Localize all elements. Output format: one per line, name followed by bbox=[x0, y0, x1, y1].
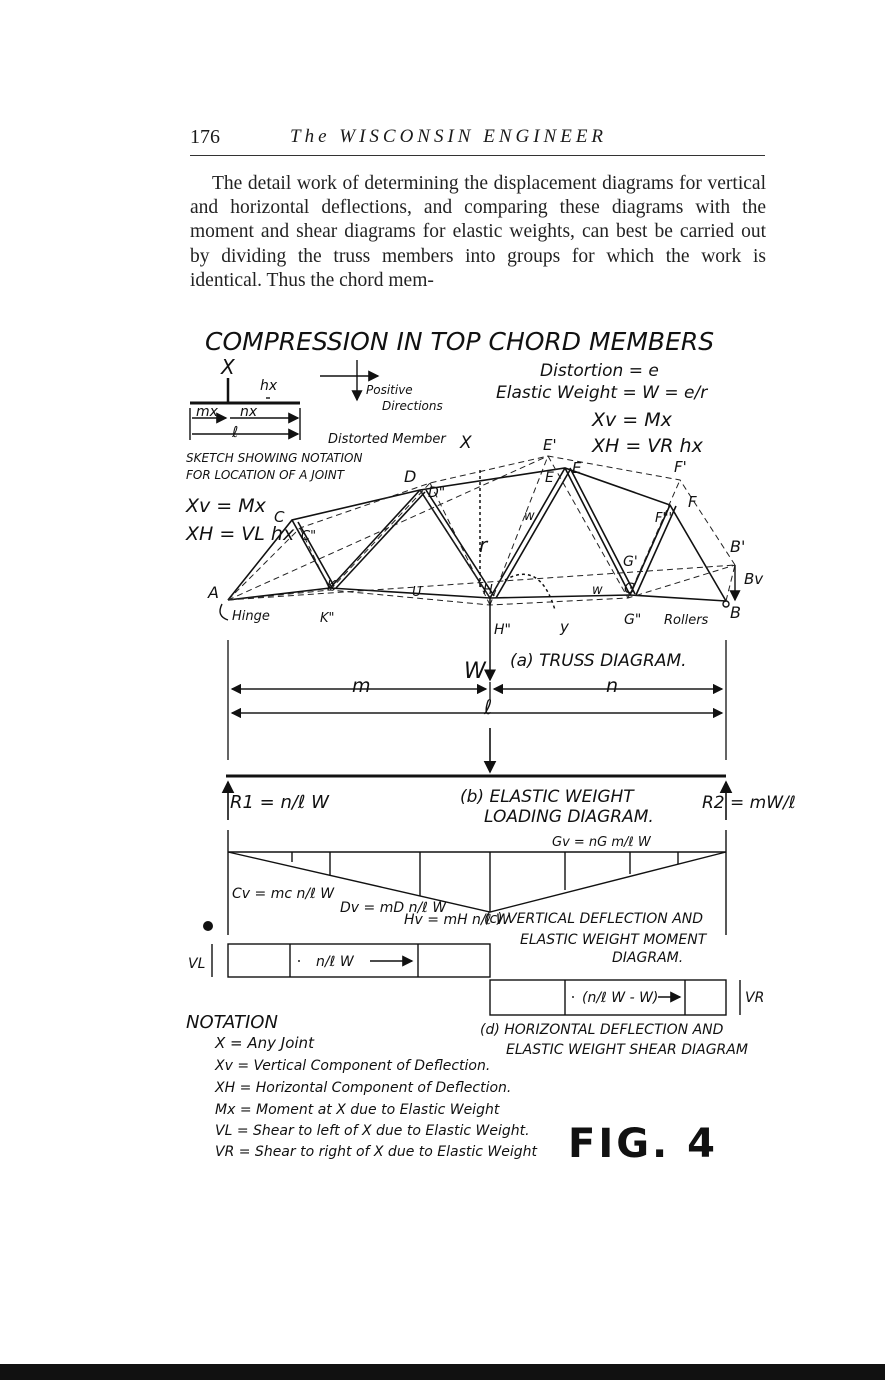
joint-f1: F' bbox=[674, 458, 687, 476]
hinge-label: Hinge bbox=[232, 609, 270, 624]
joint-a: A bbox=[208, 583, 219, 602]
xh-vl-formula: XH = VL hx bbox=[186, 523, 295, 545]
joint-c2: C" bbox=[301, 529, 317, 544]
notation-item-3: Mx = Moment at X due to Elastic Weight bbox=[215, 1102, 500, 1118]
label-w-top: w bbox=[524, 509, 535, 524]
joint-h2: H" bbox=[494, 622, 511, 638]
notation-item-1: Xv = Vertical Component of Deflection. bbox=[215, 1058, 491, 1074]
gv-label: Gv = nG m/ℓ W bbox=[552, 835, 651, 850]
vr-label: VR bbox=[745, 990, 765, 1006]
label-w-bottom: w bbox=[592, 583, 603, 598]
joint-c: C bbox=[274, 508, 285, 526]
dim-l-label: ℓ bbox=[484, 695, 493, 719]
vl-label: VL bbox=[188, 956, 206, 972]
sketch-l-label: ℓ bbox=[232, 423, 239, 441]
sketch-x-label: X bbox=[221, 355, 235, 379]
loading-caption-2: LOADING DIAGRAM. bbox=[484, 807, 654, 827]
journal-title: The WISCONSIN ENGINEER bbox=[290, 126, 608, 147]
dim-m-label: m bbox=[352, 675, 371, 697]
joint-g2: G" bbox=[624, 612, 642, 628]
load-arrow bbox=[480, 470, 555, 680]
notation-item-2: XH = Horizontal Component of Deflection. bbox=[215, 1080, 512, 1096]
fig-label: FIG. 4 bbox=[568, 1121, 718, 1167]
truss-caption: (a) TRUSS DIAGRAM. bbox=[510, 651, 687, 671]
joint-k2: K" bbox=[320, 611, 335, 626]
ink-dot bbox=[203, 921, 213, 931]
sketch-mx-label: mx bbox=[196, 404, 218, 420]
joint-e1: E' bbox=[543, 436, 557, 454]
rollers-label: Rollers bbox=[664, 613, 709, 628]
reaction-r2: R2 = mW/ℓ bbox=[702, 793, 796, 813]
joint-b: B bbox=[730, 603, 741, 622]
positive-directions-2: Directions bbox=[382, 399, 443, 413]
scan-edge-bar bbox=[0, 1364, 885, 1380]
shear-left-value: n/ℓ W bbox=[316, 954, 354, 970]
joint-d: D bbox=[404, 467, 417, 486]
dim-n-label: n bbox=[606, 675, 619, 697]
shear-right-value: (n/ℓ W - W) bbox=[582, 990, 659, 1006]
label-y: y bbox=[560, 618, 569, 636]
page-number: 176 bbox=[190, 126, 220, 148]
moment-caption-3: DIAGRAM. bbox=[612, 950, 684, 966]
notation-item-4: VL = Shear to left of X due to Elastic Weight. bbox=[215, 1123, 530, 1139]
notation-title: NOTATION bbox=[186, 1012, 278, 1033]
joint-b1: B' bbox=[730, 537, 746, 556]
joint-f3: F"' bbox=[655, 511, 673, 526]
shear-caption-1: (d) HORIZONTAL DEFLECTION AND bbox=[480, 1022, 724, 1038]
shear-caption-2: ELASTIC WEIGHT SHEAR DIAGRAM bbox=[506, 1042, 748, 1058]
sketch-caption-2: FOR LOCATION OF A JOINT bbox=[186, 468, 345, 482]
joint-h: H bbox=[483, 583, 493, 598]
elastic-weight-formula: Elastic Weight = W = e/r bbox=[496, 383, 708, 403]
radius-r: r bbox=[479, 533, 488, 557]
label-x-joint: X bbox=[460, 433, 472, 453]
joint-d2: D" bbox=[428, 485, 446, 501]
dv-label: Dv = mD n/ℓ W bbox=[340, 900, 447, 916]
sketch-caption-1: SKETCH SHOWING NOTATION bbox=[186, 451, 363, 465]
xh-vr-formula: XH = VR hx bbox=[592, 435, 703, 457]
moment-caption-2: ELASTIC WEIGHT MOMENT bbox=[520, 932, 707, 948]
cv-label: Cv = mc n/ℓ W bbox=[232, 886, 335, 902]
body-paragraph: The detail work of determining the displacement diagrams for vertical and horizontal deflections, and comparing these diagrams with the moment and shear diagrams for elastic weights, can best be carried out by dividing the truss members into groups for which the work is identical. Thus the chord mem- bbox=[190, 173, 766, 291]
sketch-hx-label: hx bbox=[260, 378, 278, 394]
notation-item-0: X = Any Joint bbox=[215, 1034, 314, 1052]
xv-mx-formula: Xv = Mx bbox=[592, 409, 672, 431]
joint-g1: G' bbox=[623, 554, 638, 570]
load-w-label: W bbox=[464, 659, 486, 684]
joint-f: F bbox=[688, 493, 697, 511]
loading-caption-1: (b) ELASTIC WEIGHT bbox=[460, 787, 634, 807]
joint-e-left: E bbox=[545, 470, 554, 486]
hv-label: Hv = mH n/ℓ W bbox=[404, 912, 510, 928]
distorted-member-label: Distorted Member bbox=[328, 432, 446, 447]
figure-title: COMPRESSION IN TOP CHORD MEMBERS bbox=[205, 327, 715, 356]
label-u: U bbox=[412, 585, 422, 600]
joint-k: K bbox=[327, 579, 336, 594]
reaction-r1: R1 = n/ℓ W bbox=[230, 792, 329, 813]
distortion-formula: Distortion = e bbox=[540, 361, 659, 381]
joint-bv: Bv bbox=[744, 570, 764, 588]
xv-mx-left-formula: Xv = Mx bbox=[186, 495, 266, 517]
sketch-nx-label: nx bbox=[240, 404, 258, 420]
moment-caption-1: (c) VERTICAL DEFLECTION AND bbox=[484, 911, 704, 927]
notation-item-5: VR = Shear to right of X due to Elastic Weight bbox=[215, 1144, 537, 1160]
joint-e: E bbox=[572, 459, 582, 477]
positive-directions-1: Positive bbox=[366, 383, 413, 397]
joint-g: G bbox=[624, 581, 635, 597]
